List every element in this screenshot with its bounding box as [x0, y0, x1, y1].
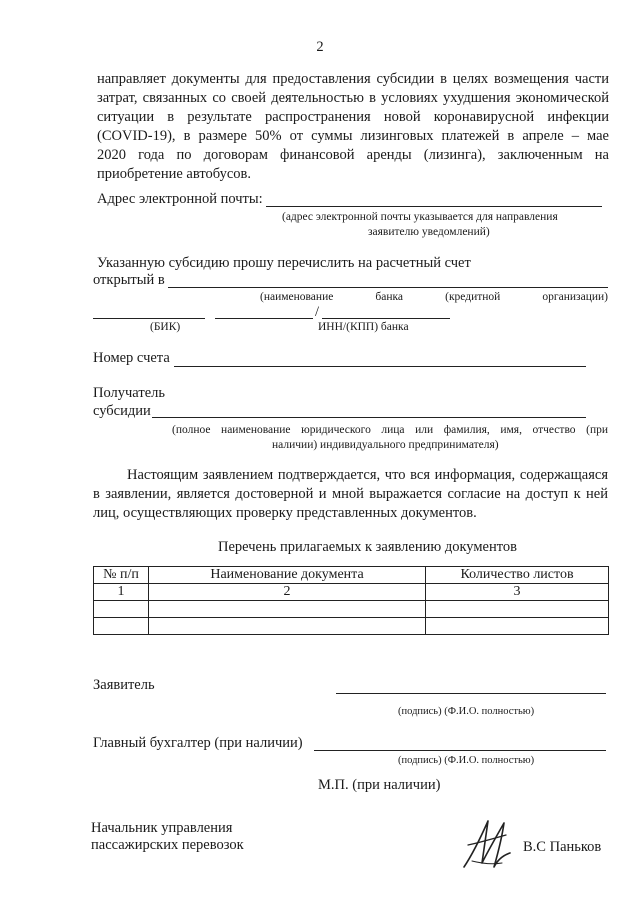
intro-paragraph [97, 70, 609, 184]
applicant-signature-field[interactable] [336, 693, 606, 694]
bik-field[interactable] [93, 318, 205, 319]
confirm-line: в заявлении, является достоверной и мной выражается согласие на доступ к ней [93, 486, 608, 502]
recipient-hint-1: (полное наименование юридического лица или фамилия, имя, отчество (при [172, 424, 608, 436]
table-cell[interactable] [426, 601, 609, 618]
inn-kpp-slash: / [315, 304, 320, 320]
intro-line: 2020 года по договорам финансовой аренды (лизинга), заключенным на [97, 147, 609, 163]
inn-field[interactable] [215, 318, 313, 319]
recipient-label-2: субсидии [93, 403, 151, 419]
bank-hint-word: (наименование [260, 291, 334, 303]
recipient-label-1: Получатель [93, 385, 165, 401]
table-header-cell: Количество листов [426, 567, 609, 584]
table-header-cell: № п/п [94, 567, 149, 584]
bank-hint-word: банка [375, 291, 404, 303]
table-cell[interactable] [94, 601, 149, 618]
table-header-row [94, 567, 609, 584]
bank-intro: Указанную субсидию прошу перечислить на расчетный счет [97, 255, 471, 271]
bank-name-field[interactable] [168, 287, 608, 288]
table-row [94, 601, 609, 618]
account-label: Номер счета [93, 350, 170, 366]
accountant-label: Главный бухгалтер (при наличии) [93, 735, 303, 751]
inn-kpp-label: ИНН/(КПП) банка [318, 321, 409, 333]
table-cell: 2 [149, 584, 426, 601]
table-cell[interactable] [94, 618, 149, 635]
documents-table [93, 566, 609, 635]
accountant-hint: (подпись) (Ф.И.О. полностью) [398, 755, 535, 766]
applicant-hint: (подпись) (Ф.И.О. полностью) [398, 706, 535, 717]
table-cell[interactable] [149, 618, 426, 635]
table-header-cell: Наименование документа [149, 567, 426, 584]
intro-line: затрат, связанных со своей деятельностью в условиях ухудшения экономической [97, 90, 609, 106]
confirm-line: Настоящим заявлением подтверждается, что вся информация, содержащаяся [127, 467, 608, 483]
recipient-hint-2: наличии) индивидуального предпринимателя) [272, 439, 499, 451]
confirm-line: лиц, осуществляющих проверку представленных документов. [93, 505, 477, 521]
table-row [94, 618, 609, 635]
bik-label: (БИК) [150, 321, 181, 333]
docs-title: Перечень прилагаемых к заявлению документов [218, 539, 517, 555]
intro-line: направляет документы для предоставления субсидии в целях возмещения части [97, 71, 609, 87]
applicant-label: Заявитель [93, 677, 155, 693]
signatory-name: В.С Паньков [523, 839, 602, 855]
signatory-title-2: пассажирских перевозок [91, 837, 244, 853]
table-cell: 3 [426, 584, 609, 601]
bank-hint-word: (кредитной [445, 291, 501, 303]
table-cell[interactable] [149, 601, 426, 618]
bank-label: открытый в [93, 272, 165, 288]
account-field[interactable] [174, 366, 586, 367]
accountant-signature-field[interactable] [314, 750, 606, 751]
signatory-title-1: Начальник управления [91, 820, 233, 836]
bank-hint-word: организации) [542, 291, 608, 303]
table-cell[interactable] [426, 618, 609, 635]
recipient-field[interactable] [152, 417, 586, 418]
kpp-field[interactable] [322, 318, 450, 319]
email-field[interactable] [266, 206, 602, 207]
table-row [94, 584, 609, 601]
email-label: Адрес электронной почты: [97, 191, 263, 207]
email-hint-1: (адрес электронной почты указывается для направления [282, 211, 558, 223]
confirm-paragraph [93, 466, 608, 523]
intro-line: приобретение автобусов. [97, 166, 251, 182]
email-hint-2: заявителю уведомлений) [368, 226, 490, 238]
intro-line: (COVID-19), в размере 50% от суммы лизинговых платежей в апреле – мае [97, 128, 609, 144]
page-number: 2 [316, 39, 324, 55]
bank-hint [260, 290, 608, 305]
handwritten-signature [458, 815, 518, 875]
stamp-label: М.П. (при наличии) [318, 777, 441, 793]
intro-line: ситуации в результате распространения новой коронавирусной инфекции [97, 109, 609, 125]
table-cell: 1 [94, 584, 149, 601]
